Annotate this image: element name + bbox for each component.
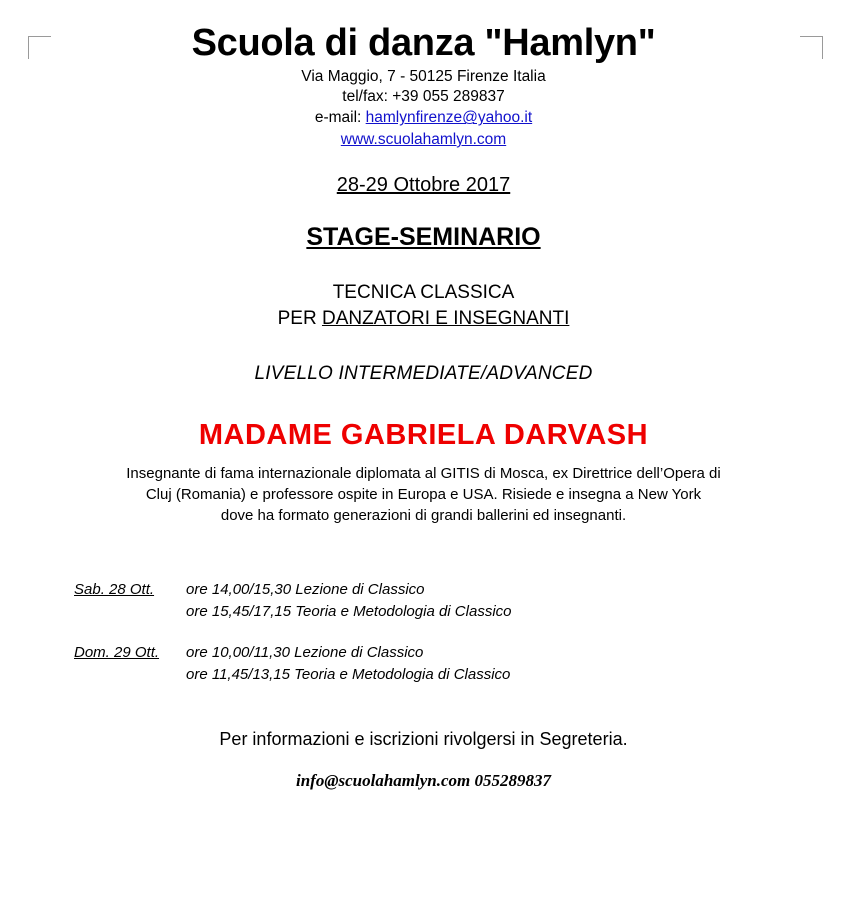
subject-line-2-emphasis: DANZATORI E INSEGNANTI [321,308,570,329]
website-link[interactable]: www.scuolahamlyn.com [340,130,507,148]
schedule-row [74,579,811,602]
email-link[interactable]: hamlynfirenze@yahoo.it [365,109,533,127]
schedule-session: ore 11,45/13,15 Teoria e Metodologia di Classico [186,666,511,684]
schedule-session: ore 15,45/17,15 Teoria e Metodologia di Classico [186,603,512,621]
crop-mark-top-right [800,36,823,59]
bio-line-1: Insegnante di fama internazionale diplomata al GITIS di Mosca, ex Direttrice dell’Opera di [126,464,721,482]
teacher-bio [36,463,811,527]
subject-block [36,280,811,331]
schedule-session: ore 14,00/15,30 Lezione di Classico [186,580,425,598]
poster-page [0,22,847,902]
contact-line [36,771,811,791]
email-line [36,108,811,128]
schedule-block [36,579,811,687]
schedule-group [74,579,811,624]
schedule-row [74,642,811,665]
subject-line-2 [36,306,811,332]
info-line: Per informazioni e iscrizioni rivolgersi in Segreteria. [219,728,628,749]
event-type: STAGE-SEMINARIO [306,223,541,252]
level-line: LIVELLO INTERMEDIATE/ADVANCED [254,362,593,384]
schedule-day-spacer [74,664,186,687]
page-bottom-cutoff [36,797,811,807]
contact-email: info@scuolahamlyn.com [296,770,471,790]
schedule-row [74,664,811,687]
poster-content [0,22,847,807]
crop-mark-top-left [28,36,51,59]
schedule-day-label: Dom. 29 Ott. [74,643,160,661]
email-label: e-mail: [314,109,362,127]
schedule-row [74,601,811,624]
page-title: Scuola di danza "Hamlyn" [191,22,656,64]
website-line [36,130,811,150]
schedule-day-spacer [74,601,186,624]
bio-line-3: dove ha formato generazioni di grandi ballerini ed insegnanti. [220,507,627,525]
teacher-name: MADAME GABRIELA DARVASH [198,418,649,451]
schedule-group [74,642,811,687]
event-dates: 28-29 Ottobre 2017 [336,174,511,197]
address-line: Via Maggio, 7 - 50125 Firenze Italia [301,67,546,85]
contact-phone: 055289837 [474,770,551,790]
schedule-day-label: Sab. 28 Ott. [74,580,155,598]
contact-block [36,67,811,151]
phone-line: tel/fax: +39 055 289837 [342,88,505,105]
subject-line-1: TECNICA CLASSICA [332,282,515,304]
subject-line-2-prefix: PER [277,308,322,329]
schedule-session: ore 10,00/11,30 Lezione di Classico [186,643,424,661]
bio-line-2: Cluj (Romania) e professore ospite in Europa e USA. Risiede e insegna a New York [145,485,702,503]
